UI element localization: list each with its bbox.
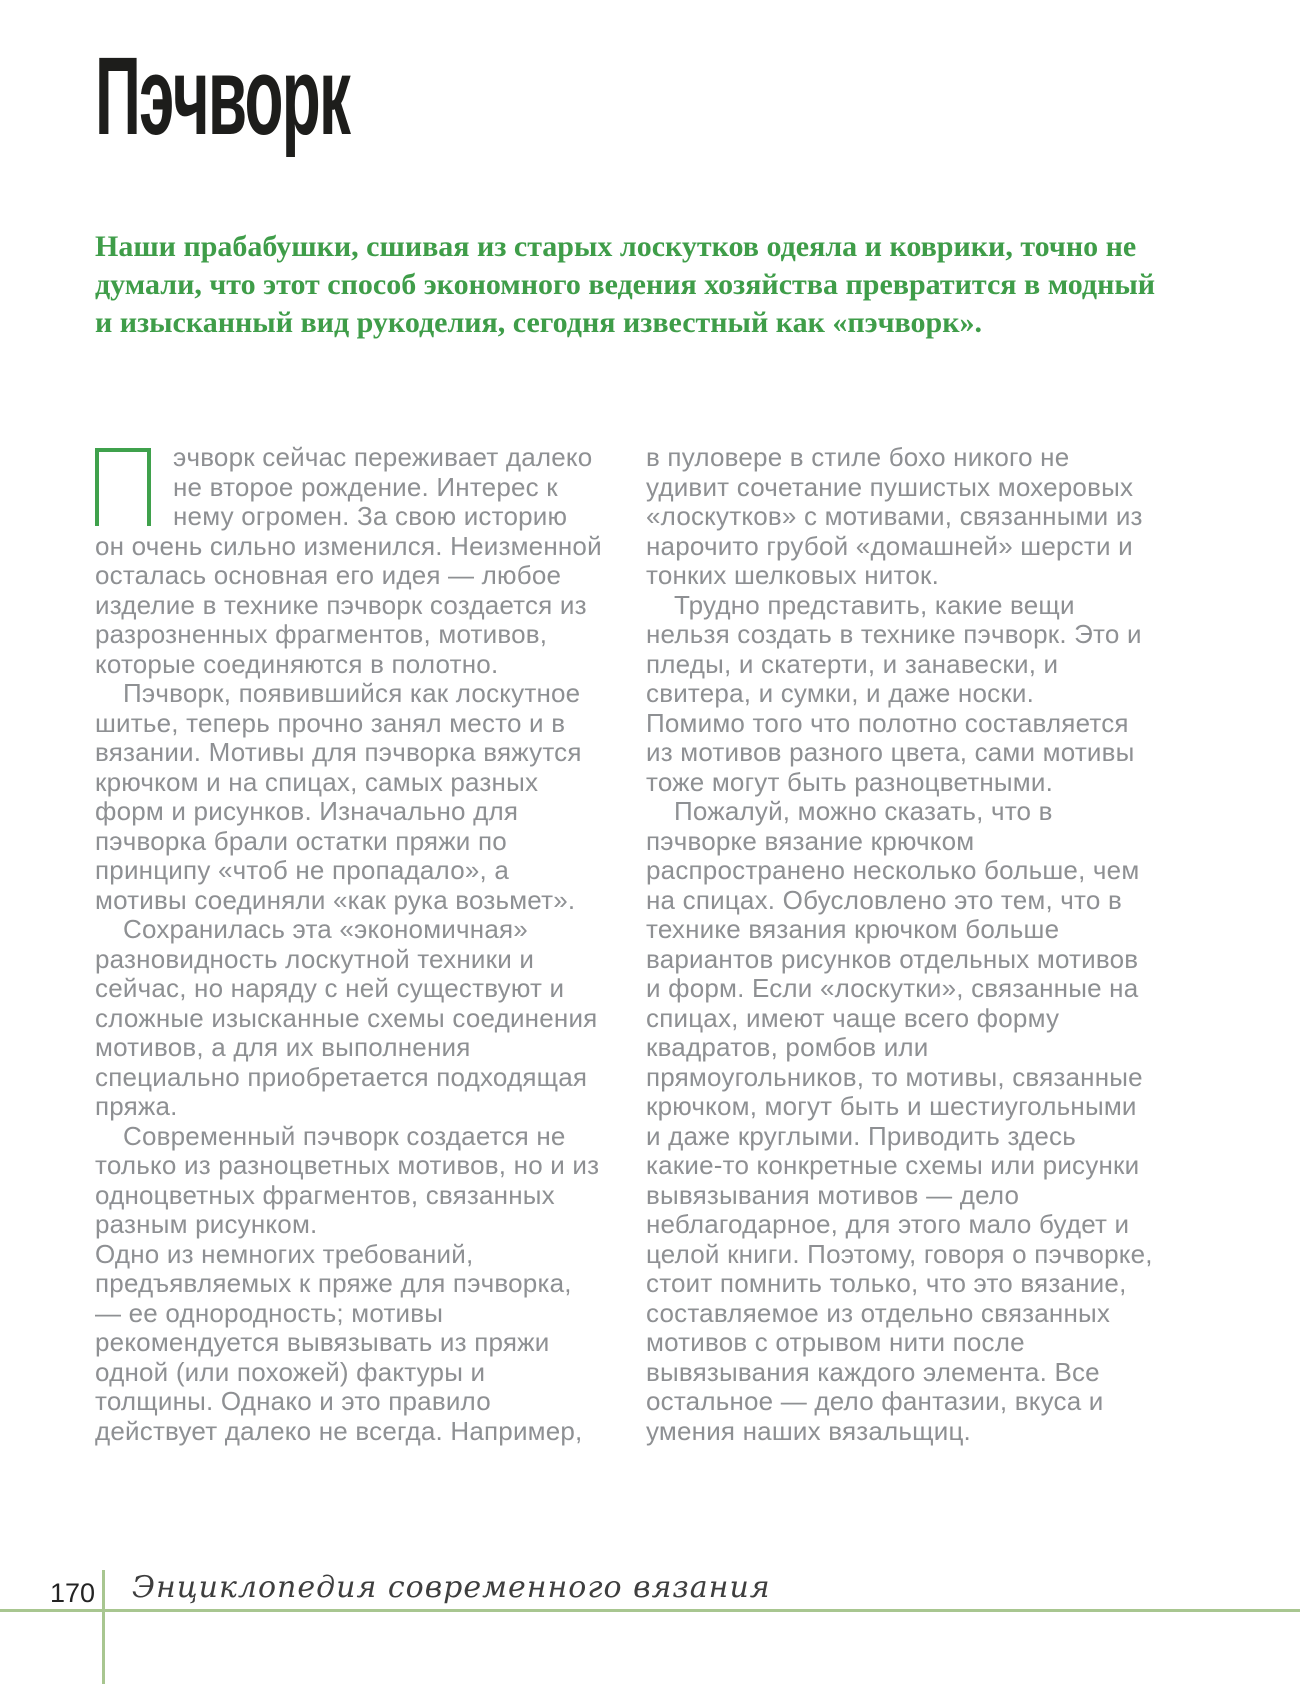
paragraph: Пэчворк, появившийся как лоскутное шитье, теперь прочно занял место и в вязании. Мотивы для пэчворка вяжутся крючком и на спицах, самых разных форм и рисунков. Изначально для пэчворка брали остатки пряжи по принципу «чтоб не пропадало», а мотивы соединяли «как рука возьмет». — [95, 678, 582, 915]
footer-vertical-rule — [102, 1570, 105, 1684]
drop-cap — [95, 448, 151, 526]
paragraph: Одно из немногих требований, предъявляемых к пряже для пэчворка, — ее однородность; мотивы рекомендуется вывязывать из пряжи одной (или похожей) фактуры и толщины. Однако и это правило действует далеко не всегда. Например, — [95, 1238, 583, 1446]
left-column — [95, 443, 602, 1446]
paragraph: Трудно представить, какие вещи нельзя создать в технике пэчворк. Это и пледы, и скатерти, и занавески, и свитера, и сумки, и даже носки. — [646, 589, 1142, 708]
paragraph: Современный пэчворк создается не только из разноцветных мотивов, но и из одноцветных фрагментов, связанных разным рисунком. — [95, 1120, 600, 1239]
chapter-title: Пэчворк — [95, 35, 350, 158]
paragraph: Сохранилась эта «экономичная» разновидность лоскутной техники и сейчас, но наряду с ней существуют и сложные изысканные схемы соединения мотивов, а для их выполнения специально приобретается подходящая пряжа. — [95, 914, 598, 1121]
footer-book-title: Энциклопедия современного вязания — [132, 1570, 771, 1605]
body-columns — [95, 443, 1153, 1446]
paragraph: Пожалуй, можно сказать, что в пэчворке вязание крючком распространено несколько больше, чем на спицах. Обусловлено это тем, что в технике вязания крючком больше вариантов рисунков отдельных мотивов и форм. Если «лоскутки», связанные на спицах, имеют чаще всего форму квадратов, ромбов или прямоугольников, то мотивы, связанные крючком, могут быть и шестиугольными и даже круглыми. Приводить здесь какие-то конкретные схемы или рисунки вывязывания мотивов — дело неблагодарное, для этого мало будет и целой книги. Поэтому, говоря о пэчворке, стоит помнить только, что это вязание, составляемое из отдельно связанных мотивов с отрывом нити после вывязывания каждого элемента. Все остальное — дело фантазии, вкуса и умения наших вязальщиц. — [646, 796, 1153, 1446]
page-number: 170 — [50, 1578, 96, 1608]
right-column — [646, 443, 1153, 1446]
lead-paragraph: Наши прабабушки, сшивая из старых лоскутков одеяла и коврики, точно не думали, что этот способ экономного ведения хозяйства превратится в модный и изысканный вид рукоделия, сегодня известный как «пэчворк». — [95, 230, 1156, 339]
paragraph: Помимо того что полотно составляется из мотивов разного цвета, сами мотивы тоже могут быть разноцветными. — [646, 707, 1135, 797]
paragraph-text: эчворк сейчас переживает далеко не второе рождение. Интерес к нему огромен. За свою историю он очень сильно изменился. Неизменной осталась основная его идея — любое изделие в технике пэчворк создается из разрозненных фрагментов, мотивов, которые соединяются в полотно. — [95, 442, 602, 679]
paragraph — [95, 443, 602, 679]
paragraph: в пуловере в стиле бохо никого не удивит сочетание пушистых мохеровых «лоскутков» с мотивами, связанными из нарочито грубой «домашней» шерсти и тонких шелковых ниток. — [646, 442, 1143, 590]
footer-horizontal-rule — [0, 1609, 1300, 1612]
